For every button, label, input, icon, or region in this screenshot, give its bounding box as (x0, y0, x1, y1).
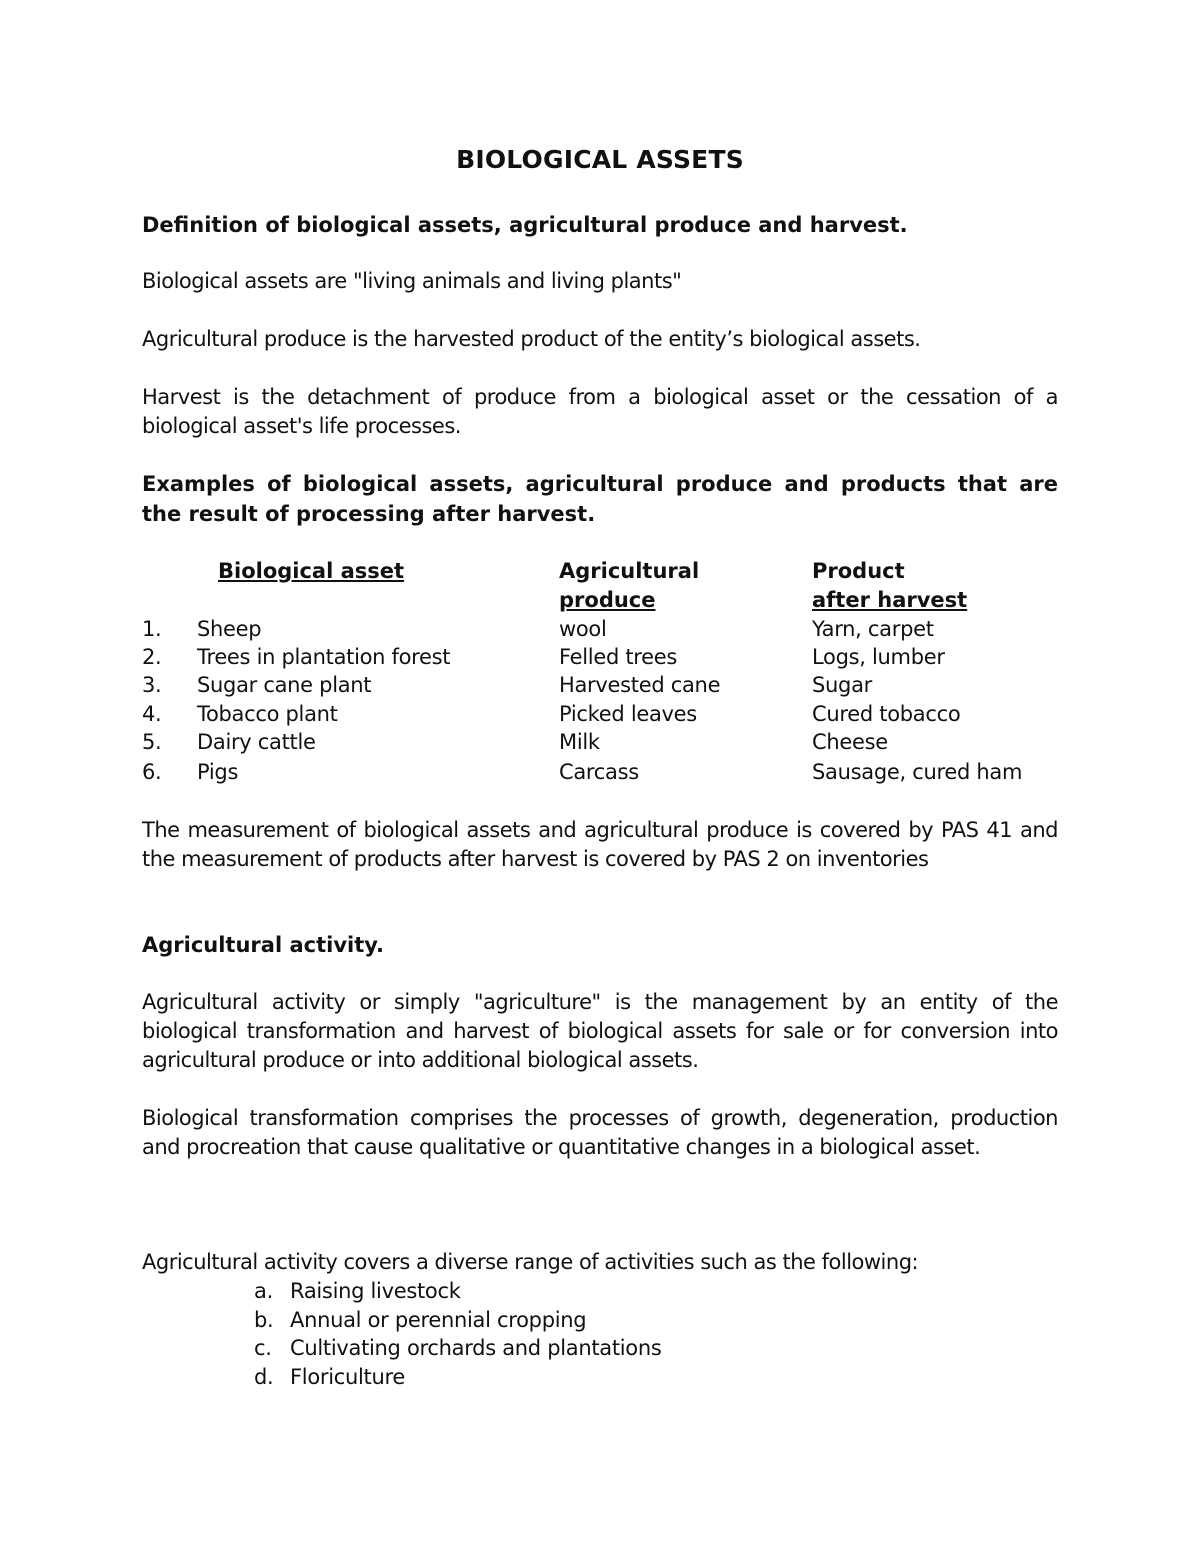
column-header-after-line1: Product (812, 559, 905, 583)
definition-harvest: Harvest is the detachment of produce from a biological asset or the cessation of a biological asset's life processes. (142, 385, 1058, 438)
row-biological-asset: Dairy cattle (197, 730, 316, 754)
list-item-label: b. (254, 1308, 274, 1332)
list-item-text: Raising livestock (290, 1279, 461, 1303)
list-item (254, 1277, 461, 1306)
row-agricultural-produce: Felled trees (559, 645, 678, 669)
list-item (254, 1363, 405, 1392)
definition-biological-assets: Biological assets are "living animals and living plants" (142, 269, 682, 293)
definition-heading: Definition of biological assets, agricultural produce and harvest. (142, 213, 908, 237)
row-biological-asset: Sugar cane plant (197, 673, 372, 697)
row-agricultural-produce: wool (559, 617, 607, 641)
list-item-text: Cultivating orchards and plantations (290, 1336, 662, 1360)
list-item (254, 1334, 662, 1363)
list-item-label: a. (254, 1279, 273, 1303)
row-biological-asset: Sheep (197, 617, 262, 641)
row-number: 3. (142, 673, 162, 697)
row-number: 6. (142, 760, 162, 784)
row-product-after-harvest: Cheese (812, 730, 888, 754)
row-agricultural-produce: Milk (559, 730, 600, 754)
agricultural-activity-definition: Agricultural activity or simply "agriculture" is the management by an entity of the biological transformation and harvest of biological assets for sale or for conversion into agricultural produce or into additional biological assets. (142, 990, 1058, 1072)
row-number: 2. (142, 645, 162, 669)
row-number: 1. (142, 617, 162, 641)
biological-transformation-paragraph: Biological transformation comprises the processes of growth, degeneration, production and procreation that cause qualitative or quantitative changes in a biological asset. (142, 1106, 1058, 1159)
row-agricultural-produce: Picked leaves (559, 702, 697, 726)
table-row (0, 671, 1200, 700)
row-product-after-harvest: Yarn, carpet (812, 617, 934, 641)
list-item-text: Annual or perennial cropping (290, 1308, 587, 1332)
list-item-label: d. (254, 1365, 274, 1389)
row-product-after-harvest: Sausage, cured ham (812, 760, 1023, 784)
measurement-paragraph: The measurement of biological assets and agricultural produce is covered by PAS 41 and the measurement of products after harvest is covered by PAS 2 on inventories (142, 818, 1058, 871)
row-product-after-harvest: Sugar (812, 673, 872, 697)
row-product-after-harvest: Logs, lumber (812, 645, 945, 669)
row-biological-asset: Trees in plantation forest (197, 645, 451, 669)
page-title: BIOLOGICAL ASSETS (456, 145, 744, 174)
list-item (254, 1306, 586, 1335)
column-header-product-after-harvest (812, 557, 967, 615)
list-item-text: Floriculture (290, 1365, 405, 1389)
table-row (0, 700, 1200, 729)
row-agricultural-produce: Carcass (559, 760, 639, 784)
column-header-agricultural-produce (559, 557, 699, 615)
row-biological-asset: Pigs (197, 760, 239, 784)
activities-intro: Agricultural activity covers a diverse range of activities such as the following: (142, 1250, 919, 1274)
column-header-biological-asset: Biological asset (218, 559, 405, 583)
row-product-after-harvest: Cured tobacco (812, 702, 961, 726)
table-row (0, 758, 1200, 787)
row-biological-asset: Tobacco plant (197, 702, 338, 726)
table-row (0, 728, 1200, 757)
definition-agricultural-produce: Agricultural produce is the harvested product of the entity’s biological assets. (142, 327, 921, 351)
row-agricultural-produce: Harvested cane (559, 673, 721, 697)
list-item-label: c. (254, 1336, 272, 1360)
row-number: 4. (142, 702, 162, 726)
agricultural-activity-heading: Agricultural activity. (142, 933, 384, 957)
table-row (0, 643, 1200, 672)
column-header-after-line2: after harvest (812, 588, 968, 612)
examples-heading: Examples of biological assets, agricultural produce and products that are the result of processing after harvest. (142, 472, 1058, 526)
row-number: 5. (142, 730, 162, 754)
table-row (0, 615, 1200, 644)
column-header-produce-line2: produce (559, 588, 656, 612)
column-header-produce-line1: Agricultural (559, 559, 700, 583)
